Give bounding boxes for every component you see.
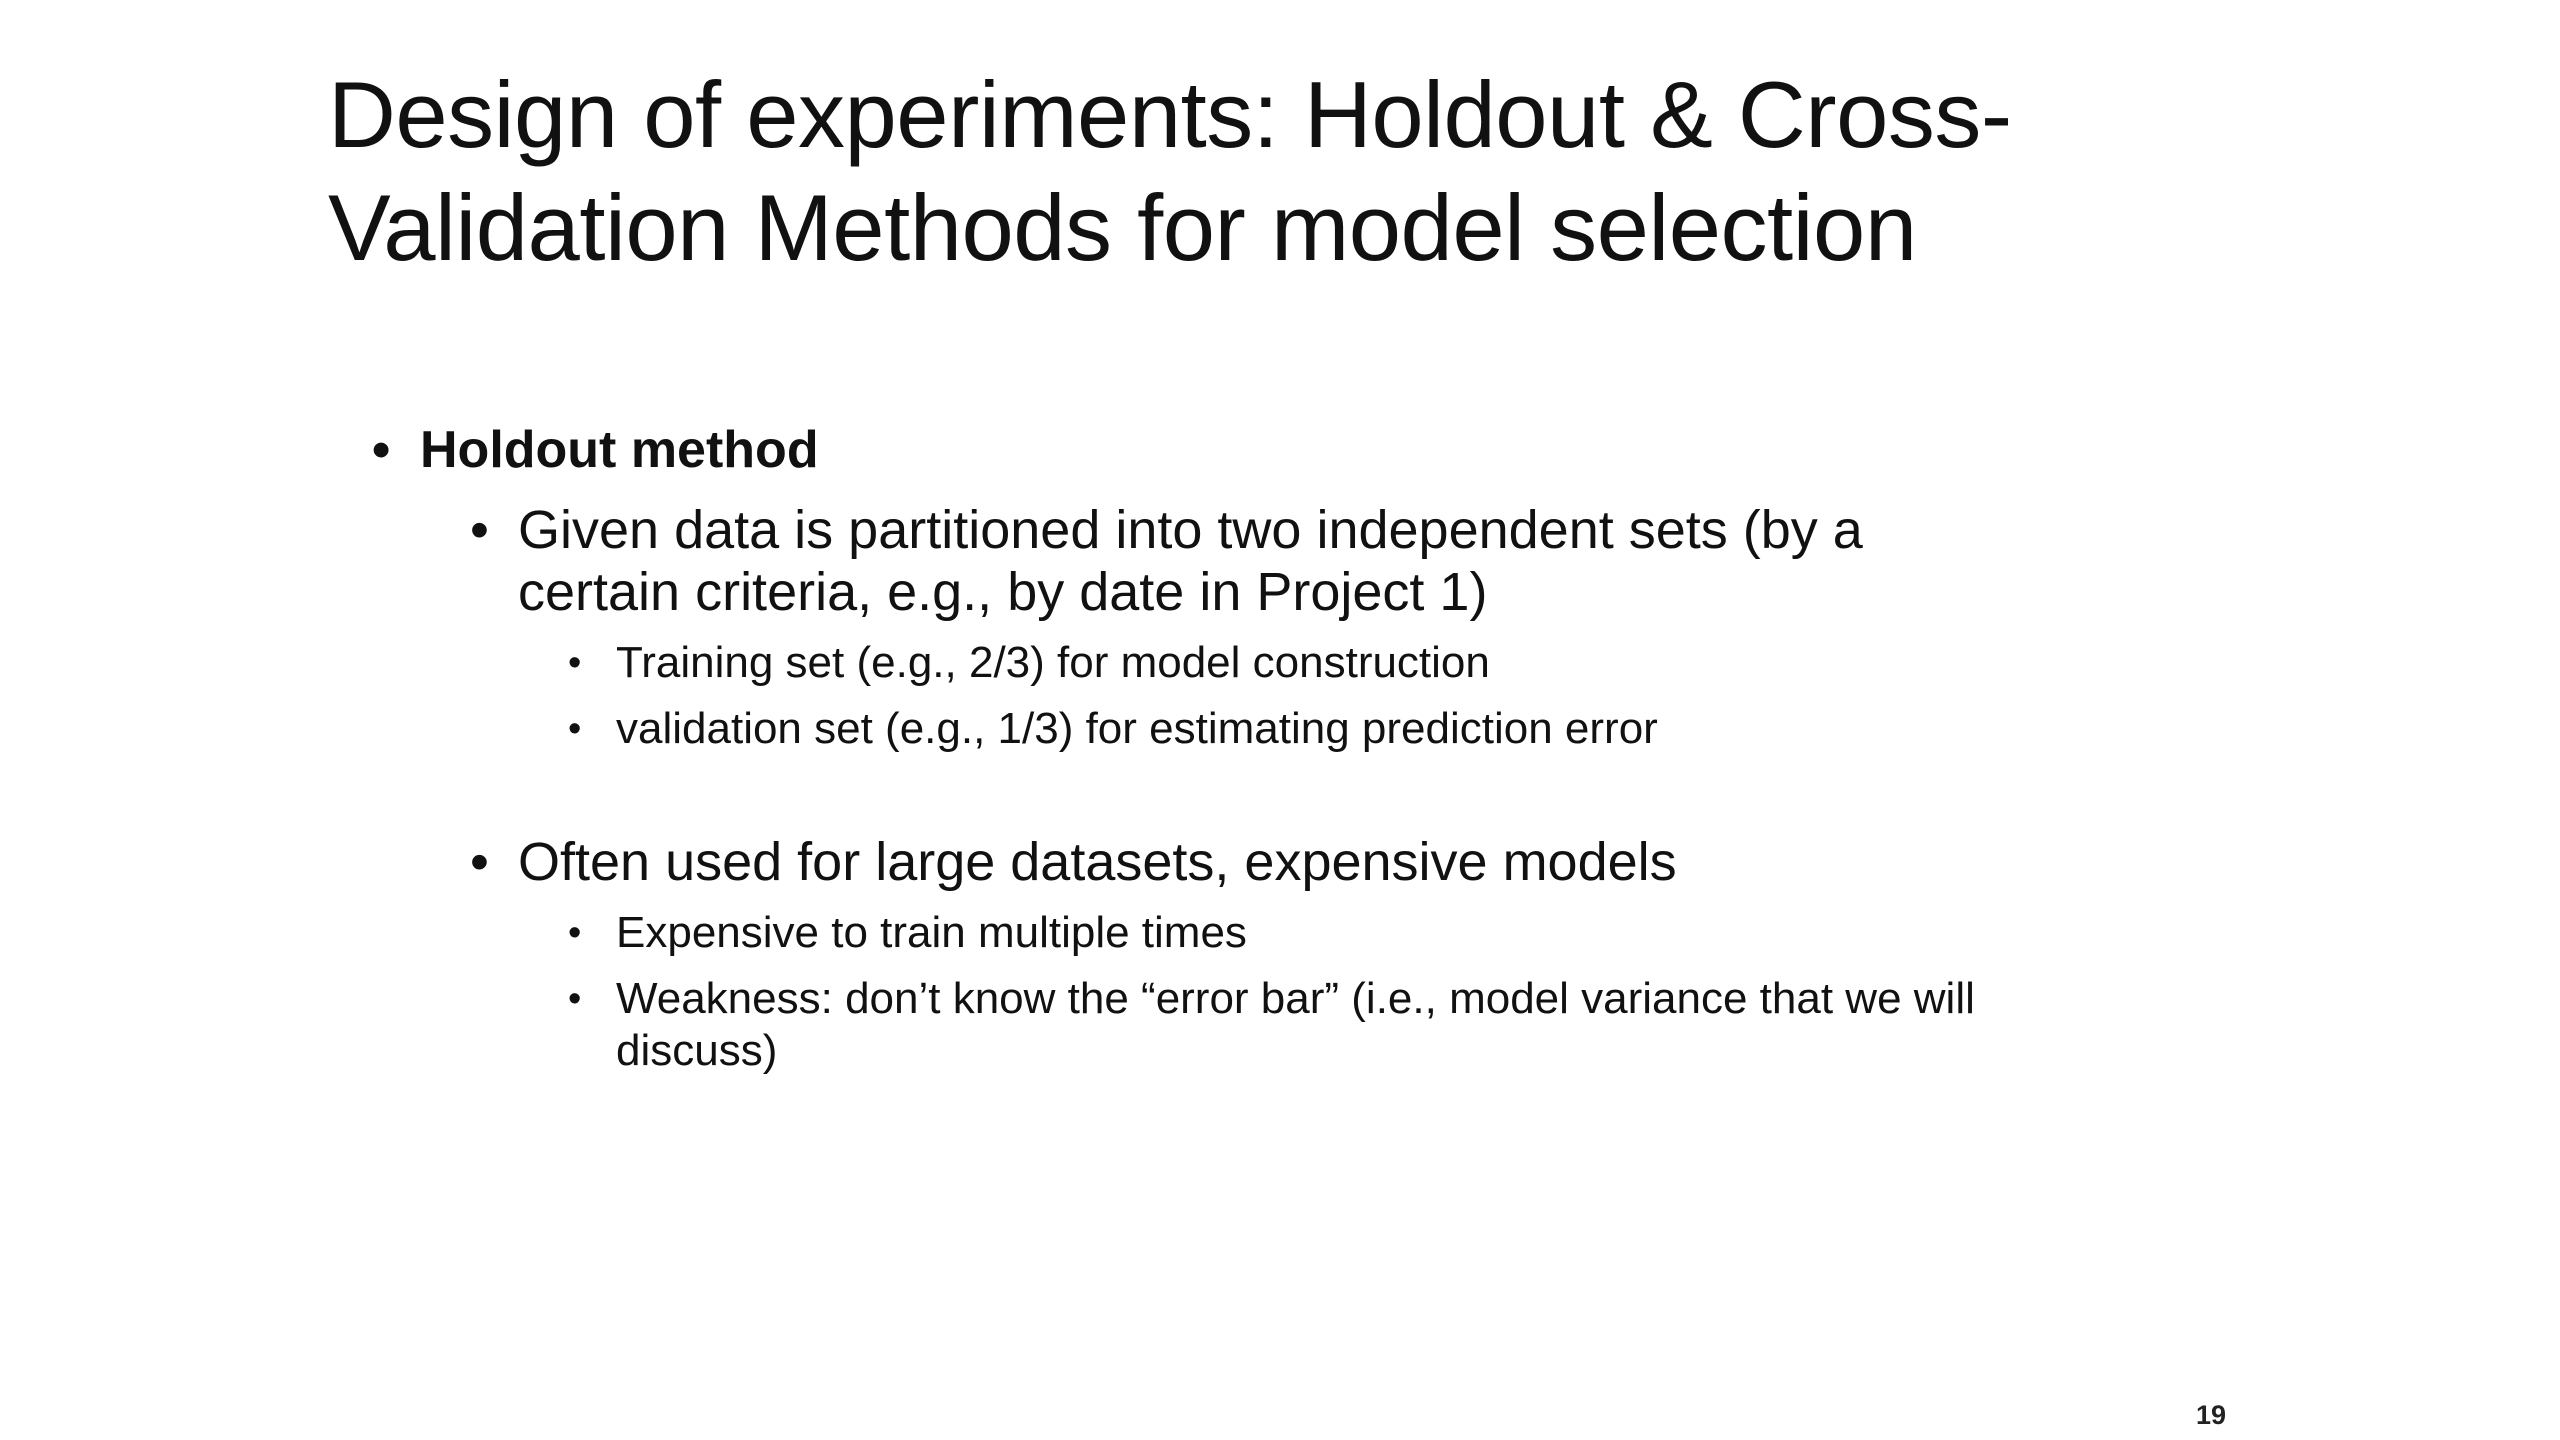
bullet-partition-line-2: certain criteria, e.g., by date in Project 1): [518, 562, 1488, 622]
bullet-point-icon: •: [470, 500, 489, 560]
bullet-weakness-line-2: discuss): [616, 1026, 778, 1075]
bullet-expensive-to-train-text: Expensive to train multiple times: [616, 908, 1247, 957]
bullet-holdout-method-text: Holdout method: [420, 421, 819, 479]
bullet-point-icon: •: [372, 421, 391, 479]
bullet-point-icon: •: [568, 708, 582, 750]
bullet-point-icon: •: [568, 978, 582, 1020]
bullet-point-icon: •: [470, 832, 489, 892]
title-line-1: Design of experiments: Holdout & Cross-: [328, 62, 2012, 167]
bullet-training-set-text: Training set (e.g., 2/3) for model construction: [616, 638, 1490, 687]
page-number: 19: [2196, 1400, 2227, 1430]
bullet-point-icon: •: [568, 642, 582, 684]
bullet-validation-set-text: validation set (e.g., 1/3) for estimating prediction error: [616, 704, 1658, 753]
title-line-2: Validation Methods for model selection: [328, 175, 1917, 280]
bullet-point-icon: •: [568, 912, 582, 954]
bullet-partition-line-1: Given data is partitioned into two independent sets (by a: [518, 500, 1863, 560]
bullet-often-used-text: Often used for large datasets, expensive models: [518, 832, 1677, 892]
bullet-weakness-line-1: Weakness: don’t know the “error bar” (i.e., model variance that we will: [616, 974, 1975, 1023]
